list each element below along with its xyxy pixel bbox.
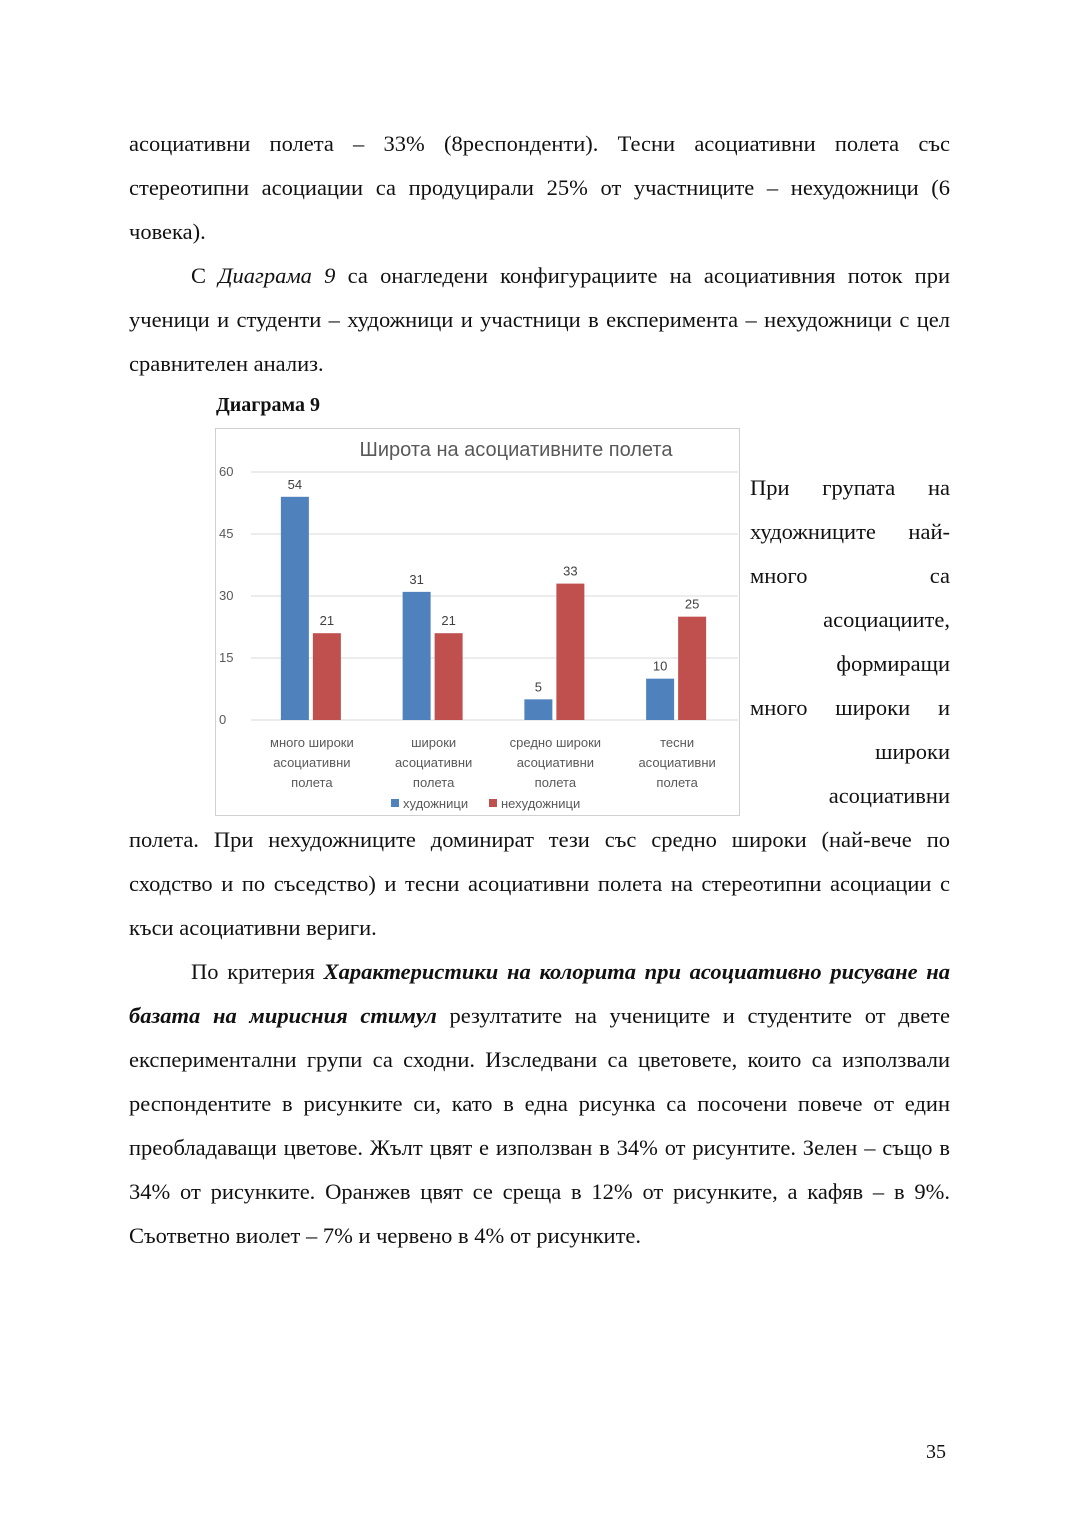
chart-svg <box>216 429 739 815</box>
data-label: 54 <box>287 476 303 492</box>
x-tick-label: много широки <box>270 735 354 750</box>
legend-swatch <box>489 799 497 807</box>
legend-label: нехудожници <box>501 796 581 811</box>
bar-series1 <box>281 497 309 720</box>
paragraph-2-prefix: С <box>191 263 219 288</box>
bar-series1 <box>524 699 552 720</box>
x-tick-label: тесни <box>660 735 695 750</box>
bar-chart <box>215 428 740 816</box>
paragraph-4-criterion: Характеристики на колорита при асоциативно рисуване на базата на мирисния стимул <box>129 959 950 1028</box>
x-tick-label: полета <box>291 775 333 790</box>
side-line: формиращи <box>836 651 950 676</box>
x-tick-label: широки <box>411 735 457 750</box>
x-tick-label: средно широки <box>509 735 602 750</box>
x-tick-label: асоциативни <box>638 755 716 770</box>
paragraph-1: асоциативни полета – 33% (8респонденти). Тесни асоциативни полета със стереотипни асоциации са продуцирали 25% от участниците – нехудожници (6 човека). <box>129 131 950 244</box>
data-label: 21 <box>319 613 335 629</box>
bar-series2 <box>678 617 706 720</box>
data-label: 33 <box>563 563 578 579</box>
x-tick-label: асоциативни <box>394 755 473 770</box>
side-line: асоциативни <box>828 783 950 808</box>
data-label: 31 <box>409 571 424 587</box>
legend-label: художници <box>403 796 469 811</box>
data-label: 5 <box>534 679 542 695</box>
chart-data-labels <box>288 477 700 695</box>
bar-series1 <box>403 592 431 720</box>
chart-x-ticks <box>270 735 716 790</box>
y-tick-label: 45 <box>219 526 234 541</box>
paragraph-3: полета. При нехудожниците доминират тези със средно широки (най-вече по сходство и по съседство) и тесни асоциативни полета на стереотипни асоциации с къси асоциативни вериги. <box>129 827 950 940</box>
paragraph-2-suffix: са онагледени конфигурациите на асоциативния поток при ученици и студенти – художници и участници в експеримента – нехудожници с цел сравнителен анализ. <box>129 263 951 376</box>
bar-series2 <box>435 633 463 720</box>
data-label: 21 <box>441 613 456 629</box>
y-tick-label: 0 <box>219 712 227 727</box>
legend-swatch <box>391 799 399 807</box>
chart-title: Широта на асоциативните полета <box>359 439 673 461</box>
data-label: 25 <box>684 596 700 612</box>
x-tick-label: асоциативни <box>516 755 595 770</box>
paragraph-4 <box>129 950 950 1258</box>
chart-y-ticks <box>219 464 233 727</box>
x-tick-label: асоциативни <box>273 755 351 770</box>
side-line: много широки и <box>750 695 950 720</box>
side-line: много са <box>750 563 950 588</box>
side-text <box>750 466 950 818</box>
side-line: широки <box>875 739 950 764</box>
paragraph-4-prefix: По критерия <box>191 959 324 984</box>
data-label: 10 <box>652 658 668 674</box>
x-tick-label: полета <box>534 775 577 790</box>
chart-legend <box>391 796 580 811</box>
bar-series1 <box>646 679 674 720</box>
x-tick-label: полета <box>412 775 455 790</box>
y-tick-label: 15 <box>219 650 234 665</box>
page-number: 35 <box>926 1441 946 1463</box>
chart-bars <box>281 497 706 720</box>
paragraph-2-figure-ref: Диаграма 9 <box>218 263 336 288</box>
x-tick-label: полета <box>656 775 698 790</box>
side-line: При групата на <box>750 475 950 500</box>
side-line: художниците най- <box>750 519 950 544</box>
y-tick-label: 30 <box>219 588 234 603</box>
bar-series2 <box>556 584 584 720</box>
paragraph-4-suffix: резултатите на учениците и студентите от двете експериментални групи са сходни. Изследвани са цветовете, които са използвали респондентите в рисунките си, като в една рисунка са посочени повече от един преобладаващи цветове. Жълт цвят е използван в 34% от рисунтите. Зелен – също в 34% от рисунките. Оранжев цвят се среща в 12% от рисунките, а кафяв – в 9%. Съответно виолет – 7% и червено в 4% от рисунките. <box>129 1003 950 1248</box>
paragraph-2 <box>129 254 950 386</box>
y-tick-label: 60 <box>219 464 234 479</box>
side-line: асоциациите, <box>823 607 950 632</box>
bar-series2 <box>313 633 341 720</box>
figure-caption: Диаграма 9 <box>216 394 320 416</box>
